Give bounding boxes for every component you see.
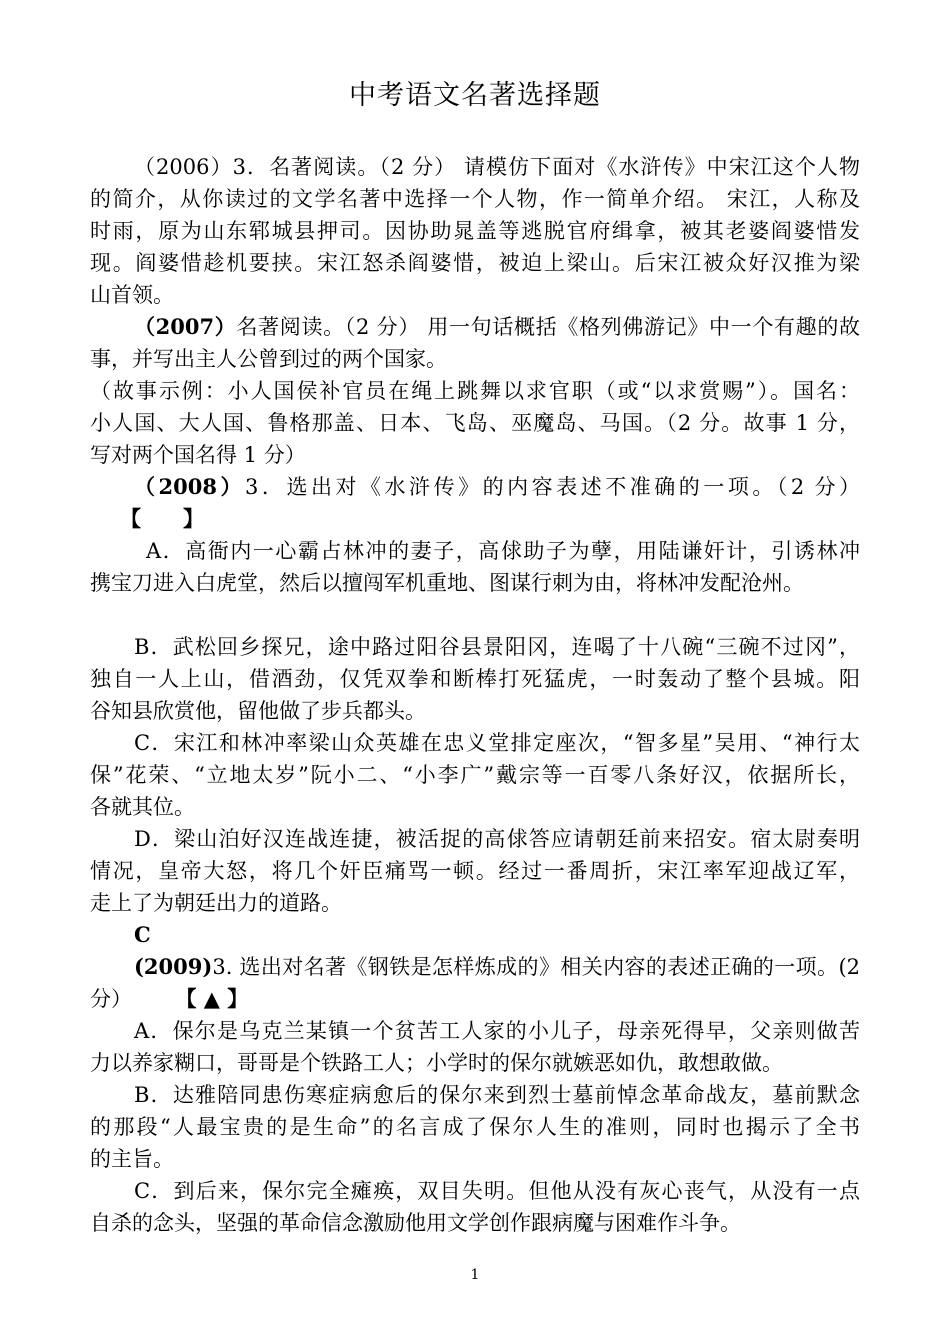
q2007-line-3: （故事示例：小人国侯补官员在绳上跳舞以求官职（或“以求赏赐”）。国名： bbox=[90, 379, 860, 403]
q2009-line-1 bbox=[134, 952, 860, 982]
q2007-line-1 bbox=[134, 312, 860, 342]
q2007-line-5: 写对两个国名得 1 分） bbox=[90, 443, 306, 467]
q2009-year: (2009) bbox=[134, 954, 213, 979]
q2009-line-2 bbox=[90, 984, 860, 1014]
q2008-year: （2008） bbox=[134, 474, 246, 499]
q2008-option-d-line-1: D．梁山泊好汉连战连捷，被活捉的高俅答应请朝廷前来招安。宿太尉奏明 bbox=[134, 827, 860, 851]
q2008-option-d-line-2: 情况，皇帝大怒，将几个奸臣痛骂一顿。经过一番周折，宋江率军迎战辽军， bbox=[90, 859, 860, 883]
q2008-option-c-line-3: 各就其位。 bbox=[90, 795, 195, 819]
q2008-answer-bracket: 【 】 bbox=[120, 506, 204, 531]
q2007-line-2: 事，并写出主人公曾到过的两个国家。 bbox=[90, 347, 447, 371]
q2008-answer: C bbox=[134, 922, 151, 947]
q2007-year: （2007） bbox=[134, 314, 237, 339]
q2008-option-a-line-2: 携宝刀进入白虎堂，然后以擅闯军机重地、图谋行刺为由，将林冲发配沧州。 bbox=[90, 571, 804, 595]
q2008-option-b-line-3: 谷知县欣赏他，留他做了步兵都头。 bbox=[90, 699, 426, 723]
q2006-line-5: 山首领。 bbox=[90, 283, 174, 307]
q2009-option-c-line-1: C．到后来，保尔完全瘫痪，双目失明。但他从没有灰心丧气，从没有一点 bbox=[134, 1179, 860, 1203]
q2009-line-2-text: 分） bbox=[90, 987, 132, 1011]
q2009-line-1-text: 3. 选出对名著《钢铁是怎样炼成的》相关内容的表述正确的一项。(2 bbox=[212, 955, 860, 979]
q2009-option-b-line-2: 的那段“人最宝贵的是生命”的名言成了保尔人生的准则，同时也揭示了全书 bbox=[90, 1115, 860, 1139]
q2008-option-c-line-2: 保”花荣、“立地太岁”阮小二、“小李广”戴宗等一百零八条好汉，依据所长， bbox=[90, 763, 860, 787]
q2006-line-2: 的简介，从你读过的文学名著中选择一个人物，作一简单介绍。 宋江，人称及 bbox=[90, 187, 860, 211]
q2006-line-4: 现。阎婆惜趁机要挟。宋江怒杀阎婆惜，被迫上梁山。后宋江被众好汉推为梁 bbox=[90, 251, 860, 275]
q2007-line-4: 小人国、大人国、鲁格那盖、日本、飞岛、巫魔岛、马国。（2 分。故事 1 分， bbox=[90, 411, 860, 435]
q2008-line-1-text: 3．选出对《水浒传》的内容表述不准确的一项。（2 分） bbox=[245, 475, 860, 499]
q2008-option-b-line-1: B．武松回乡探兄，途中路过阳谷县景阳冈，连喝了十八碗“三碗不过冈”， bbox=[134, 635, 860, 659]
q2006-line-1: （2006）3．名著阅读。（2 分） 请模仿下面对《水浒传》中宋江这个人物 bbox=[134, 155, 860, 179]
q2008-option-c-line-1: C．宋江和林冲率梁山众英雄在忠义堂排定座次，“智多星”吴用、“神行太 bbox=[134, 731, 860, 755]
page-title: 中考语文名著选择题 bbox=[349, 80, 601, 111]
q2008-line-1 bbox=[134, 472, 860, 502]
q2009-option-a-line-1: A．保尔是乌克兰某镇一个贫苦工人家的小儿子，母亲死得早，父亲则做苦 bbox=[134, 1019, 860, 1043]
q2008-option-a-line-1: A．高衙内一心霸占林冲的妻子，高俅助子为孽，用陆谦奸计，引诱林冲 bbox=[146, 539, 860, 563]
q2007-line-1-text: 名著阅读。（2 分） 用一句话概括《格列佛游记》中一个有趣的故 bbox=[236, 315, 860, 339]
q2009-answer-bracket: 【 ▲ 】 bbox=[186, 986, 249, 1011]
q2009-option-c-line-2: 自杀的念头，坚强的革命信念激励他用文学创作跟病魔与困难作斗争。 bbox=[90, 1211, 741, 1235]
q2009-option-a-line-2: 力以养家糊口，哥哥是个铁路工人；小学时的保尔就嫉恶如仇，敢想敢做。 bbox=[90, 1051, 783, 1075]
page-number: 1 bbox=[470, 1267, 480, 1283]
q2009-option-b-line-1: B．达雅陪同患伤寒症病愈后的保尔来到烈士墓前悼念革命战友，墓前默念 bbox=[134, 1083, 860, 1107]
q2009-option-b-line-3: 的主旨。 bbox=[90, 1147, 174, 1171]
q2006-line-3: 时雨，原为山东郓城县押司。因协助晁盖等逃脱官府缉拿，被其老婆阎婆惜发 bbox=[90, 219, 860, 243]
q2008-option-b-line-2: 独自一人上山，借酒劲，仅凭双拳和断棒打死猛虎，一时轰动了整个县城。阳 bbox=[90, 667, 860, 691]
q2008-option-d-line-3: 走上了为朝廷出力的道路。 bbox=[90, 891, 342, 915]
